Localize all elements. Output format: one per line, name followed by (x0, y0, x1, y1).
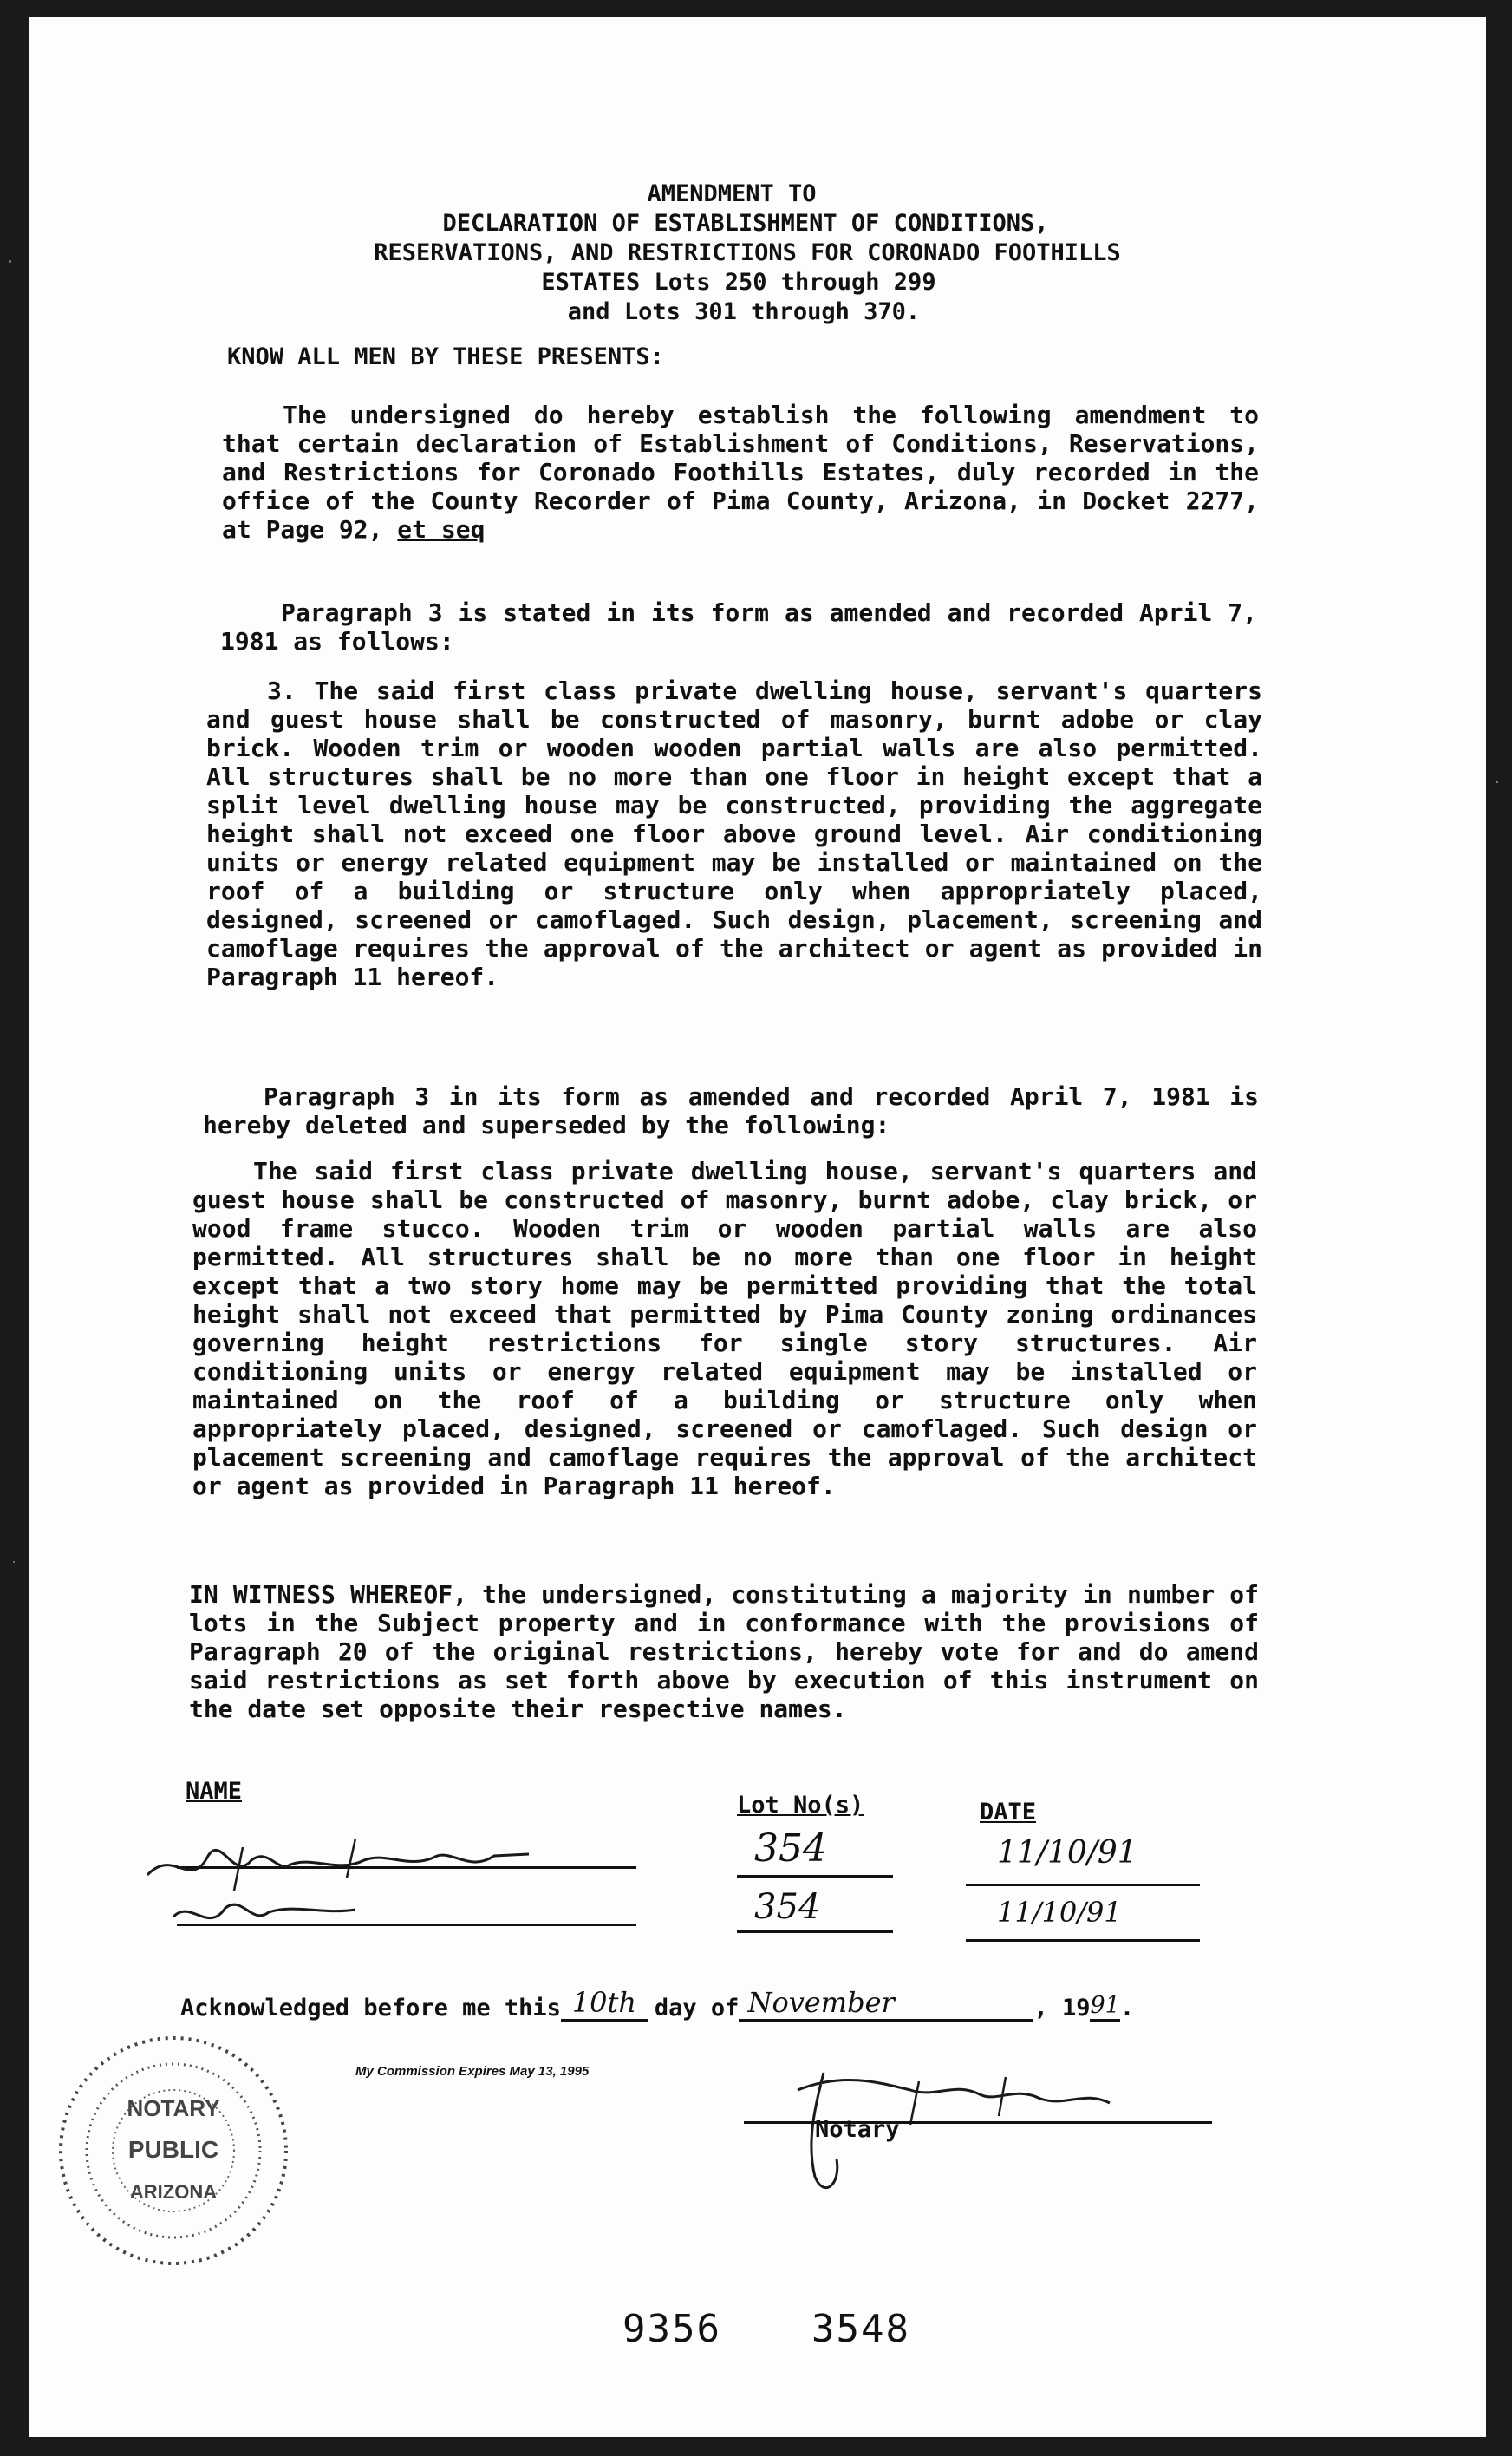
et-seq: et seq (397, 515, 486, 544)
lot-entry-1: 354 (754, 1826, 827, 1871)
witness-paragraph: IN WITNESS WHEREOF, the undersigned, constituting a majority in number of lots in the Subject property and in conformance with the provisions of Paragraph 20 of the original restrictions, hereby vote for and do amend said restrictions as set forth above by execution of this instrument on the date set opposite their respective names. (189, 1580, 1259, 1723)
date-entry-1: 11/10/91 (997, 1835, 1137, 1871)
notary-seal (35, 2021, 312, 2281)
new-paragraph-3: The said first class private dwelling house, servant's quarters and guest house shall be constructed of masonry, burnt adobe, clay brick, or wood frame stucco. Wooden trim or wooden partial walls are also permitted. All structures shall be no more than one floor in height except that a two story home may be permitted providing that the total height shall not exceed that permitted by Pima County zoning ordinances governing height restrictions for single story structures. Air conditioning units or energy related equipment may be installed or maintained on the roof of a building or structure only when appropriately placed, designed, screened or camoflaged. Such design or placement screening and camoflage requires the approval of the architect or agent as provided in Paragraph 11 hereof. (192, 1157, 1257, 1500)
date-line-2 (966, 1939, 1200, 1942)
owner-signatures (139, 1813, 624, 1943)
ack-mid: day of (654, 1995, 740, 2022)
date-line-1 (966, 1884, 1200, 1886)
ack-day: 10th (561, 1986, 648, 2022)
notary-label: Notary (815, 2116, 900, 2143)
name-header: NAME (186, 1778, 243, 1805)
ack-month: November (739, 1986, 1033, 2022)
notary-line (744, 2121, 1212, 2124)
seal-middle-text: PUBLIC (127, 2136, 219, 2163)
seal-bottom-text: ARIZONA (129, 2181, 218, 2203)
date-header: DATE (980, 1799, 1037, 1826)
acknowledgement-line (180, 1986, 1134, 2022)
ack-period: . (1119, 1995, 1135, 2022)
lot-header: Lot No(s) (737, 1792, 864, 1819)
title-line-3: RESERVATIONS, AND RESTRICTIONS FOR CORONADO FOOTHILLS (374, 239, 1121, 266)
salutation: KNOW ALL MEN BY THESE PRESENTS: (227, 343, 664, 370)
ack-prefix: Acknowledged before me this (180, 1995, 561, 2022)
lot-line-2 (737, 1930, 893, 1933)
title-line-4: ESTATES Lots 250 through 299 (541, 269, 936, 296)
lot-line-1 (737, 1875, 893, 1878)
title-line-1: AMENDMENT TO (647, 180, 817, 207)
date-entry-2: 11/10/91 (997, 1896, 1122, 1929)
docket-number-right: 3548 (811, 2307, 910, 2351)
lot-entry-2: 354 (754, 1887, 821, 1927)
original-paragraph-3: 3. The said first class private dwelling house, servant's quarters and guest house shall be constructed of masonry, burnt adobe or clay brick. Wooden trim or wooden wooden partial walls are also permitted. All structures shall be no more than one floor in height except that a split level dwelling house may be constructed, providing the aggregate height shall not exceed one floor above ground level. Air conditioning units or energy related equipment may be installed or maintained on the roof of a building or structure only when appropriately placed, designed, screened or camoflaged. Such design, placement, screening and camoflage requires the approval of the architect or agent as provided in Paragraph 11 hereof. (206, 676, 1262, 991)
docket-number-left: 9356 (622, 2307, 721, 2351)
ack-year-prefix: , 19 (1033, 1995, 1091, 2022)
title-line-5: and Lots 301 through 370. (567, 298, 921, 325)
ack-year: 91 (1090, 1992, 1119, 2022)
intro-paragraph: The undersigned do hereby establish the following amendment to that certain declaration of Establishment of Conditions, Reservations, and Restrictions for Coronado Foothills Estates, duly recorded in the office of the County Recorder of Pima County, Arizona, in Docket 2277, at Page 92, et seq (222, 401, 1259, 544)
title-line-2: DECLARATION OF ESTABLISHMENT OF CONDITIONS, (442, 210, 1049, 237)
seal-top-text: NOTARY (127, 2095, 220, 2121)
deleted-paragraph: Paragraph 3 in its form as amended and recorded April 7, 1981 is hereby deleted and superseded by the following: (203, 1082, 1259, 1140)
stated-paragraph: Paragraph 3 is stated in its form as amended and recorded April 7, 1981 as follows: (220, 598, 1257, 656)
commission-expiry: My Commission Expires May 13, 1995 (355, 2064, 590, 2079)
